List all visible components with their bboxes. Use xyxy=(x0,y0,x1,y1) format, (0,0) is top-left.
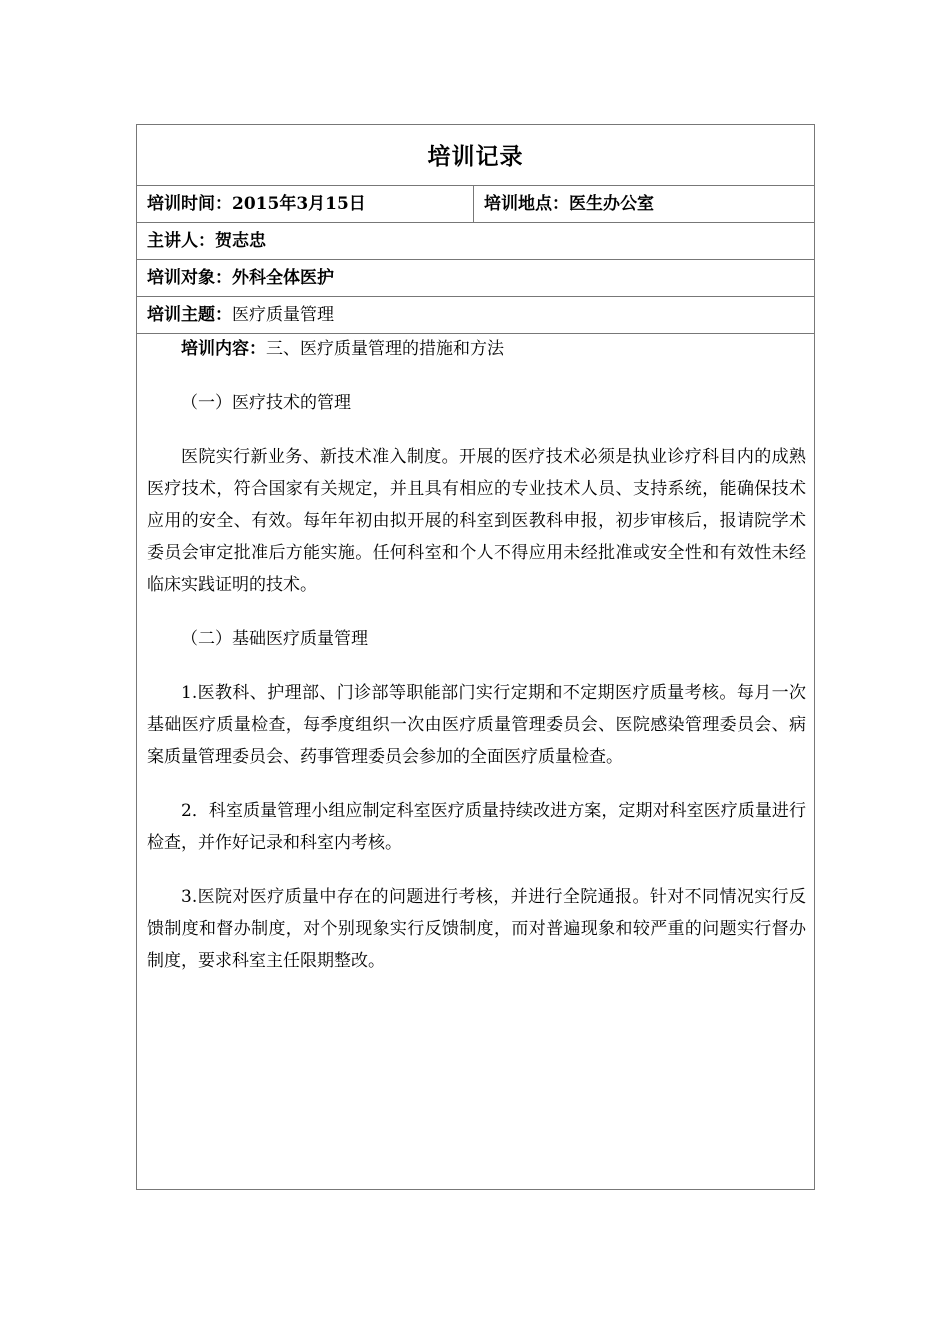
content-label: 培训内容： xyxy=(181,339,266,359)
speaker-row xyxy=(137,223,814,260)
training-place-value: 医生办公室 xyxy=(569,194,654,214)
title-row xyxy=(137,125,814,186)
topic-row xyxy=(137,297,814,334)
section1-body: 医院实行新业务、新技术准入制度。开展的医疗技术必须是执业诊疗科目内的成熟医疗技术，符合国家有关规定，并且具有相应的专业技术人员、支持系统，能确保技术应用的安全、有效。每年年初由拟开展的科室到医教科申报，初步审核后，报请院学术委员会审定批准后方能实施。任何科室和个人不得应用未经批准或安全性和有效性未经临床实践证明的技术。 xyxy=(147,447,806,595)
topic-label: 培训主题： xyxy=(147,305,232,325)
training-content xyxy=(147,333,806,999)
section2-item-3: 3.医院对医疗质量中存在的问题进行考核，并进行全院通报。针对不同情况实行反馈制度和督办制度，对个别现象实行反馈制度，而对普遍现象和较严重的问题实行督办制度，要求科室主任限期整改。 xyxy=(147,887,806,971)
topic-cell xyxy=(137,297,814,333)
section2-item-2: 2．科室质量管理小组应制定科室医疗质量持续改进方案，定期对科室医疗质量进行检查，并作好记录和科室内考核。 xyxy=(147,801,806,853)
record-title: 培训记录 xyxy=(427,143,524,170)
audience-cell xyxy=(137,260,814,296)
section2-item-1: 1.医教科、护理部、门诊部等职能部门实行定期和不定期医疗质量考核。每月一次基础医疗质量检查，每季度组织一次由医疗质量管理委员会、医院感染管理委员会、病案质量管理委员会、药事管理委员会参加的全面医疗质量检查。 xyxy=(147,683,806,767)
training-time-cell xyxy=(137,186,474,222)
training-place-label: 培训地点： xyxy=(484,194,569,214)
content-heading: 三、医疗质量管理的措施和方法 xyxy=(266,339,504,359)
speaker-cell xyxy=(137,223,814,259)
audience-label: 培训对象： xyxy=(147,268,232,288)
topic-value: 医疗质量管理 xyxy=(232,305,334,325)
training-place-cell xyxy=(474,186,814,222)
section2-title: （二）基础医疗质量管理 xyxy=(181,629,368,649)
content-heading-line xyxy=(147,333,806,365)
training-time-label: 培训时间： xyxy=(147,194,232,214)
training-record-table xyxy=(136,124,815,1190)
audience-value: 外科全体医护 xyxy=(232,268,334,288)
section1-title: （一）医疗技术的管理 xyxy=(181,393,351,413)
audience-row xyxy=(137,260,814,297)
time-place-row xyxy=(137,186,814,223)
training-time-value: 2015年3月15日 xyxy=(232,194,366,214)
speaker-value: 贺志忠 xyxy=(215,231,266,251)
speaker-label: 主讲人： xyxy=(147,231,215,251)
